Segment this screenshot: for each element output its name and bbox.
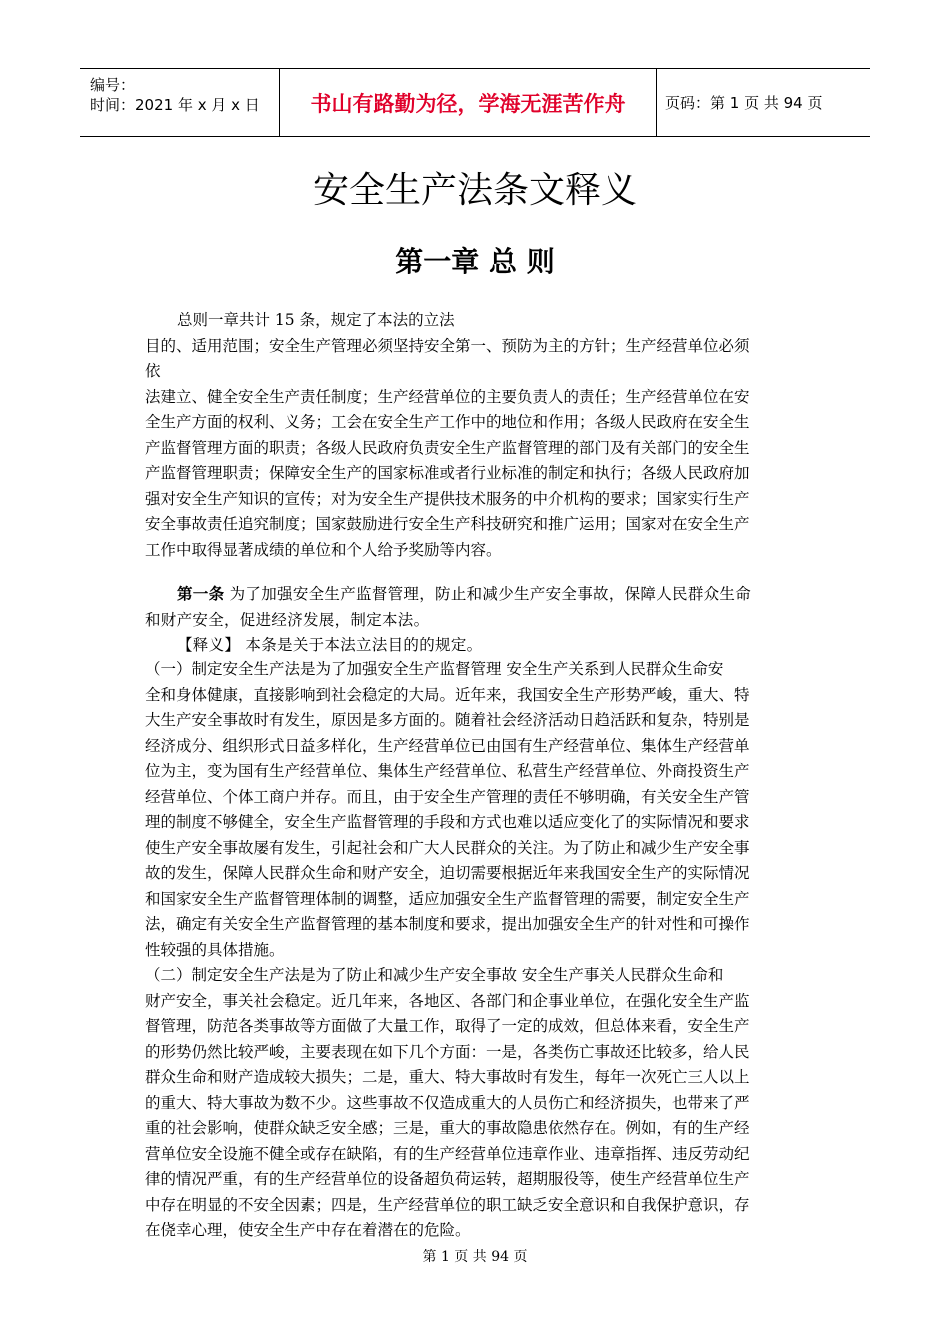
section-line: 中存在明显的不安全因素；四是，生产经营单位的职工缺乏安全意识和自我保护意识，存 — [145, 1195, 750, 1214]
section-line: 法，确定有关安全生产监督管理的基本制度和要求，提出加强安全生产的针对性和可操作 — [145, 915, 750, 933]
section-line: 财产安全，事关社会稳定。近几年来，各地区、各部门和企事业单位，在强化安全生产监 — [145, 991, 750, 1010]
date-label: 时间：2021 年 x 月 x 日 — [90, 96, 260, 114]
intro-line: 产监督管理职责；保障安全生产的国家标准或者行业标准的制定和执行；各级人民政府加 — [145, 464, 750, 482]
document-title: 安全生产法条文释义 — [312, 170, 637, 211]
section-line: 营单位安全设施不健全或存在缺陷，有的生产经营单位违章作业、违章指挥、违反劳动纪 — [145, 1144, 750, 1163]
page-footer: 第 1 页 共 94 页 — [422, 1249, 528, 1265]
section-line: 和国家安全生产监督管理体制的调整，适应加强安全生产监督管理的需要，制定安全生产 — [145, 889, 750, 908]
section-2 — [145, 963, 807, 1244]
intro-line: 总则一章共计 15 条，规定了本法的立法 — [177, 311, 455, 329]
page-info: 页码：第 1 页 共 94 页 — [665, 94, 823, 112]
section-line: 督管理，防范各类事故等方面做了大量工作，取得了一定的成效，但总体来看，安全生产 — [145, 1017, 750, 1035]
section-line: 经营单位、个体工商户并存。而且，由于安全生产管理的责任不够明确，有关安全生产管 — [145, 787, 750, 806]
intro-line: 强对安全生产知识的宣传；对为安全生产提供技术服务的中介机构的要求；国家实行生产 — [145, 489, 750, 508]
section-line: 律的情况严重，有的生产经营单位的设备超负荷运转，超期服役等，使生产经营单位生产 — [145, 1170, 750, 1188]
motto: 书山有路勤为径，学海无涯苦作舟 — [280, 69, 657, 136]
section-line: 群众生命和财产造成较大损失；二是，重大、特大事故时有发生，每年一次死亡三人以上 — [145, 1068, 750, 1086]
header-table — [80, 68, 870, 137]
section-line: 重的社会影响，使群众缺乏安全感；三是，重大的事故隐患依然存在。例如，有的生产经 — [145, 1119, 750, 1137]
intro-line: 法建立、健全安全生产责任制度；生产经营单位的主要负责人的责任；生产经营单位在安 — [145, 387, 750, 406]
header-meta-cell — [80, 69, 280, 136]
article-text: 为了加强安全生产监督管理，防止和减少生产安全事故，保障人民群众生命 — [224, 585, 752, 603]
section-line: 大生产安全事故时有发生，原因是多方面的。随着社会经济活动日趋活跃和复杂，特别是 — [145, 711, 750, 729]
intro-line: 目的、适用范围；安全生产管理必须坚持安全第一、预防为主的方针；生产经营单位必须 — [145, 336, 750, 355]
section-line: （二）制定安全生产法是为了防止和减少生产安全事故 安全生产事关人民群众生命和 — [145, 966, 724, 984]
intro-line: 全生产方面的权利、义务；工会在安全生产工作中的地位和作用；各级人民政府在安全生 — [145, 413, 750, 431]
section-line: 故的发生，保障人民群众生命和财产安全，迫切需要根据近年来我国安全生产的实际情况 — [145, 864, 750, 882]
number-label: 编号： — [90, 76, 136, 94]
section-line: 的形势仍然比较严峻，主要表现在如下几个方面：一是，各类伤亡事故还比较多，给人民 — [145, 1042, 750, 1061]
interpretation-label: 【释义】 本条是关于本法立法目的的规定。 — [177, 636, 483, 654]
section-1 — [145, 657, 807, 963]
section-line: （一）制定安全生产法是为了加强安全生产监督管理 安全生产关系到人民群众生命安 — [145, 660, 724, 678]
chapter-heading: 第一章 总 则 — [395, 245, 555, 278]
intro-line: 工作中取得显著成绩的单位和个人给予奖励等内容。 — [145, 540, 502, 559]
article-label: 第一条 — [177, 584, 225, 603]
section-line: 性较强的具体措施。 — [145, 940, 285, 959]
intro-paragraph — [145, 308, 807, 563]
article-1 — [145, 581, 807, 659]
section-line: 使生产安全事故屡有发生，引起社会和广大人民群众的关注。为了防止和减少生产安全事 — [145, 838, 750, 857]
intro-line: 安全事故责任追究制度；国家鼓励进行安全生产科技研究和推广运用；国家对在安全生产 — [145, 515, 750, 533]
section-line: 的重大、特大事故为数不少。这些事故不仅造成重大的人员伤亡和经济损失，也带来了严 — [145, 1093, 750, 1112]
intro-line: 产监督管理方面的职责；各级人民政府负责安全生产监督管理的部门及有关部门的安全生 — [145, 438, 750, 457]
section-line: 理的制度不够健全，安全生产监督管理的手段和方式也难以适应变化了的实际情况和要求 — [145, 813, 750, 831]
intro-line: 依 — [145, 362, 161, 380]
section-line: 经济成分、组织形式日益多样化，生产经营单位已由国有生产经营单位、集体生产经营单 — [145, 736, 750, 755]
section-line: 位为主，变为国有生产经营单位、集体生产经营单位、私营生产经营单位、外商投资生产 — [145, 762, 750, 780]
section-line: 在侥幸心理，使安全生产中存在着潜在的危险。 — [145, 1221, 471, 1239]
article-text: 和财产安全，促进经济发展，制定本法。 — [145, 610, 430, 629]
section-line: 全和身体健康，直接影响到社会稳定的大局。近年来，我国安全生产形势严峻，重大、特 — [145, 685, 750, 704]
